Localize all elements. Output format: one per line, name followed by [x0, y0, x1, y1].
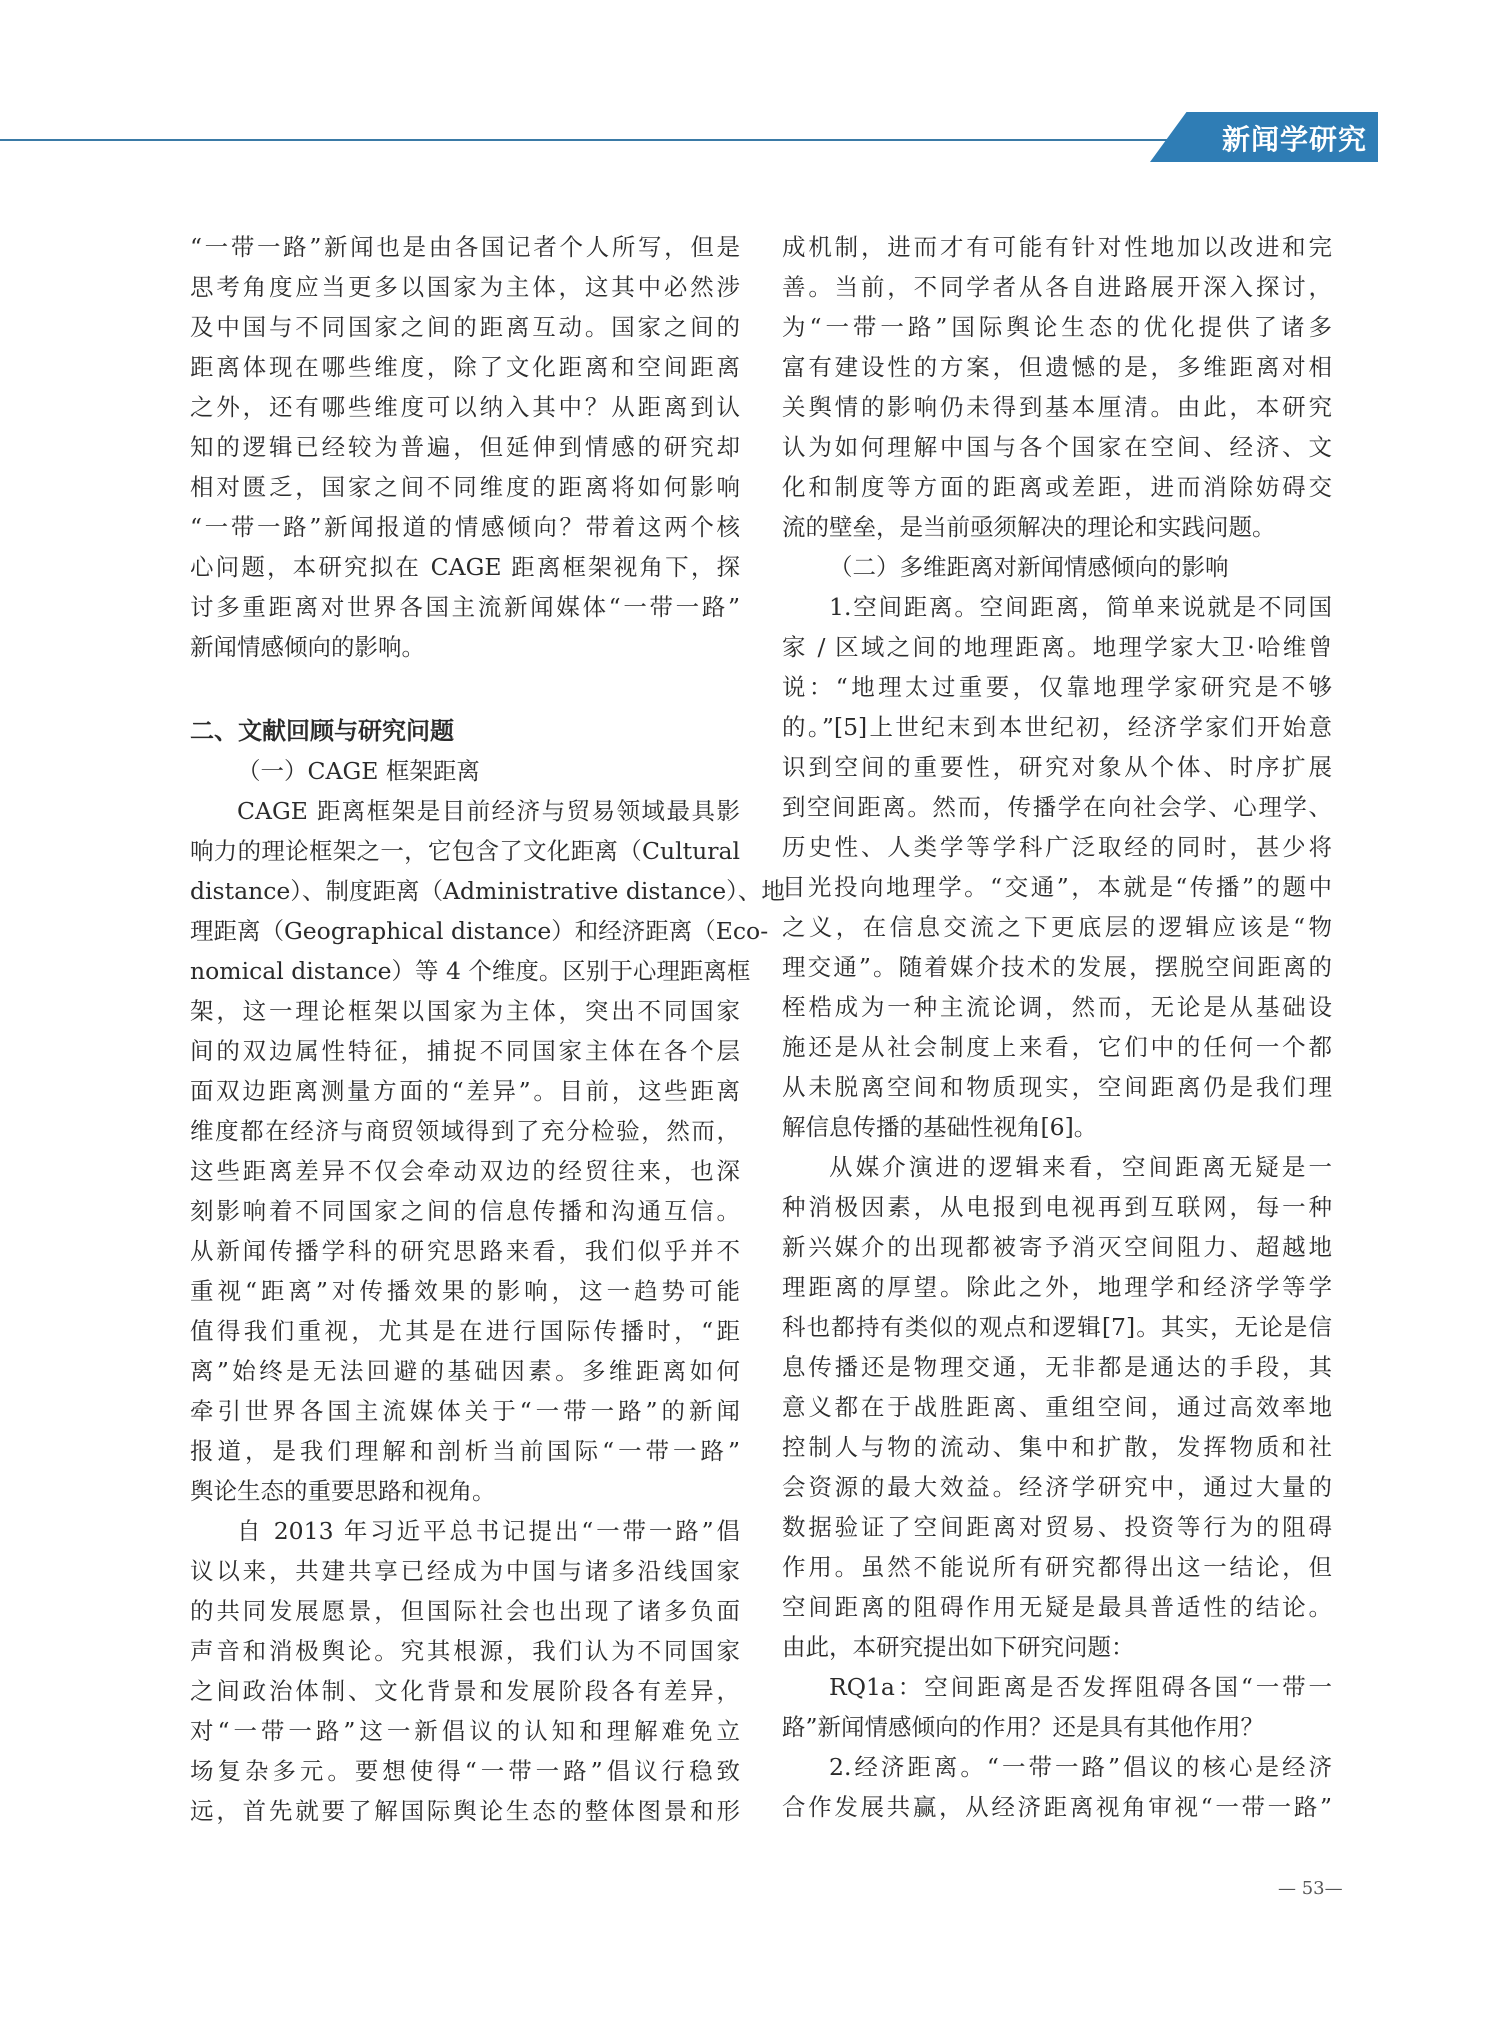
text-line: 种消极因素，从电报到电视再到互联网，每一种: [782, 1193, 1332, 1221]
text-line: 桎梏成为一种主流论调，然而，无论是从基础设: [782, 993, 1332, 1021]
text-line: 从媒介演进的逻辑来看，空间距离无疑是一: [829, 1153, 1332, 1181]
text-line: 场复杂多元。要想使得“一带一路”倡议行稳致: [190, 1757, 740, 1785]
text-line: 相对匮乏，国家之间不同维度的距离将如何影响: [190, 473, 740, 501]
text-line: 2.经济距离。“一带一路”倡议的核心是经济: [829, 1753, 1332, 1781]
text-line: distance）、制度距离（Administrative distance）、地: [190, 877, 785, 905]
left-column: [190, 227, 785, 1831]
text-line: 意义都在于战胜距离、重组空间，通过高效率地: [782, 1393, 1332, 1421]
text-line: 科也都持有类似的观点和逻辑[7]。其实，无论是信: [782, 1313, 1332, 1341]
text-line: RQ1a：空间距离是否发挥阻碍各国“一带一: [829, 1673, 1332, 1701]
text-line: 解信息传播的基础性视角[6]。: [782, 1113, 1098, 1141]
text-line: 的。”[5]上世纪末到本世纪初，经济学家们开始意: [782, 713, 1332, 741]
text-line: 说：“地理太过重要，仅靠地理学家研究是不够: [782, 673, 1332, 701]
text-line: 架，这一理论框架以国家为主体，突出不同国家: [190, 997, 740, 1025]
text-line: 讨多重距离对世界各国主流新闻媒体“一带一路”: [190, 593, 740, 621]
text-line: 的共同发展愿景，但国际社会也出现了诸多负面: [190, 1597, 740, 1625]
text-line: 新兴媒介的出现都被寄予消灭空间阻力、超越地: [782, 1233, 1332, 1261]
text-line: 距离体现在哪些维度，除了文化距离和空间距离: [190, 353, 740, 381]
text-line: 响力的理论框架之一，它包含了文化距离（Cultural: [190, 837, 740, 865]
text-line: 理距离（Geographical distance）和经济距离（Eco-: [190, 917, 769, 945]
text-line: 远，首先就要了解国际舆论生态的整体图景和形: [190, 1797, 740, 1825]
text-line: 之外，还有哪些维度可以纳入其中？从距离到认: [190, 393, 740, 421]
text-line: 值得我们重视，尤其是在进行国际传播时，“距: [190, 1317, 740, 1345]
paragraph-gap: [190, 667, 740, 711]
text-line: 离”始终是无法回避的基础因素。多维距离如何: [190, 1357, 740, 1385]
text-line: 声音和消极舆论。究其根源，我们认为不同国家: [190, 1637, 740, 1665]
text-line: 路”新闻情感倾向的作用？还是具有其他作用？: [782, 1713, 1265, 1741]
text-line: 间的双边属性特征，捕捉不同国家主体在各个层: [190, 1037, 740, 1065]
text-line: 牵引世界各国主流媒体关于“一带一路”的新闻: [190, 1397, 740, 1425]
text-line: 面双边距离测量方面的“差异”。目前，这些距离: [190, 1077, 740, 1105]
text-line: “一带一路”新闻也是由各国记者个人所写，但是: [190, 233, 740, 261]
right-column: [782, 227, 1332, 1827]
text-line: 及中国与不同国家之间的距离互动。国家之间的: [190, 313, 740, 341]
text-line: CAGE 距离框架是目前经济与贸易领域最具影: [237, 797, 740, 825]
text-line: 控制人与物的流动、集中和扩散，发挥物质和社: [782, 1433, 1332, 1461]
text-line: 关舆情的影响仍未得到基本厘清。由此，本研究: [782, 393, 1332, 421]
text-line: 刻影响着不同国家之间的信息传播和沟通互信。: [190, 1197, 740, 1225]
text-line: 息传播还是物理交通，无非都是通达的手段，其: [782, 1353, 1332, 1381]
text-line: 自 2013 年习近平总书记提出“一带一路”倡: [237, 1517, 740, 1545]
text-line: 从新闻传播学科的研究思路来看，我们似乎并不: [190, 1237, 740, 1265]
text-line: 理距离的厚望。除此之外，地理学和经济学等学: [782, 1273, 1332, 1301]
text-line: 到空间距离。然而，传播学在向社会学、心理学、: [782, 793, 1332, 821]
text-line: 为“一带一路”国际舆论生态的优化提供了诸多: [782, 313, 1332, 341]
text-line: 报道，是我们理解和剖析当前国际“一带一路”: [190, 1437, 740, 1465]
section-heading: 二、文献回顾与研究问题: [190, 717, 454, 745]
text-line: 认为如何理解中国与各个国家在空间、经济、文: [782, 433, 1332, 461]
page-number: — 53—: [1278, 1878, 1343, 1899]
text-line: （二）多维距离对新闻情感倾向的影响: [829, 553, 1229, 581]
text-line: 成机制，进而才有可能有针对性地加以改进和完: [782, 233, 1332, 261]
text-line: 之义，在信息交流之下更底层的逻辑应该是“物: [782, 913, 1332, 941]
text-line: 目光投向地理学。“交通”，本就是“传播”的题中: [782, 873, 1332, 901]
text-line: “一带一路”新闻报道的情感倾向？带着这两个核: [190, 513, 740, 541]
text-line: 数据验证了空间距离对贸易、投资等行为的阻碍: [782, 1513, 1332, 1541]
text-line: 善。当前，不同学者从各自进路展开深入探讨，: [782, 273, 1332, 301]
text-line: 新闻情感倾向的影响。: [190, 633, 425, 661]
text-line: 家 / 区域之间的地理距离。地理学家大卫·哈维曾: [782, 633, 1332, 661]
text-line: 思考角度应当更多以国家为主体，这其中必然涉: [190, 273, 740, 301]
text-line: 由此，本研究提出如下研究问题：: [782, 1633, 1135, 1661]
text-line: 化和制度等方面的距离或差距，进而消除妨碍交: [782, 473, 1332, 501]
text-line: 心问题，本研究拟在 CAGE 距离框架视角下，探: [190, 553, 740, 581]
text-line: 施还是从社会制度上来看，它们中的任何一个都: [782, 1033, 1332, 1061]
text-line: 历史性、人类学等学科广泛取经的同时，甚少将: [782, 833, 1332, 861]
text-line: 1.空间距离。空间距离，简单来说就是不同国: [829, 593, 1332, 621]
text-line: 空间距离的阻碍作用无疑是最具普适性的结论。: [782, 1593, 1332, 1621]
text-line: 这些距离差异不仅会牵动双边的经贸往来，也深: [190, 1157, 740, 1185]
text-line: （一）CAGE 框架距离: [237, 757, 480, 785]
text-line: 流的壁垒，是当前亟须解决的理论和实践问题。: [782, 513, 1276, 541]
header-rule: [0, 139, 1188, 141]
text-line: 舆论生态的重要思路和视角。: [190, 1477, 496, 1505]
text-line: 理交通”。随着媒介技术的发展，摆脱空间距离的: [782, 953, 1332, 981]
text-line: 识到空间的重要性，研究对象从个体、时序扩展: [782, 753, 1332, 781]
text-line: 议以来，共建共享已经成为中国与诸多沿线国家: [190, 1557, 740, 1585]
text-line: 之间政治体制、文化背景和发展阶段各有差异，: [190, 1677, 740, 1705]
text-line: 对“一带一路”这一新倡议的认知和理解难免立: [190, 1717, 740, 1745]
text-line: 合作发展共赢，从经济距离视角审视“一带一路”: [782, 1793, 1332, 1821]
text-line: 重视“距离”对传播效果的影响，这一趋势可能: [190, 1277, 740, 1305]
text-line: nomical distance）等 4 个维度。区别于心理距离框: [190, 957, 751, 985]
text-line: 富有建设性的方案，但遗憾的是，多维距离对相: [782, 353, 1332, 381]
text-line: 维度都在经济与商贸领域得到了充分检验，然而，: [190, 1117, 740, 1145]
text-line: 作用。虽然不能说所有研究都得出这一结论，但: [782, 1553, 1332, 1581]
text-line: 知的逻辑已经较为普遍，但延伸到情感的研究却: [190, 433, 740, 461]
text-line: 从未脱离空间和物质现实，空间距离仍是我们理: [782, 1073, 1332, 1101]
text-line: 会资源的最大效益。经济学研究中，通过大量的: [782, 1473, 1332, 1501]
journal-title: 新闻学研究: [1222, 123, 1368, 156]
